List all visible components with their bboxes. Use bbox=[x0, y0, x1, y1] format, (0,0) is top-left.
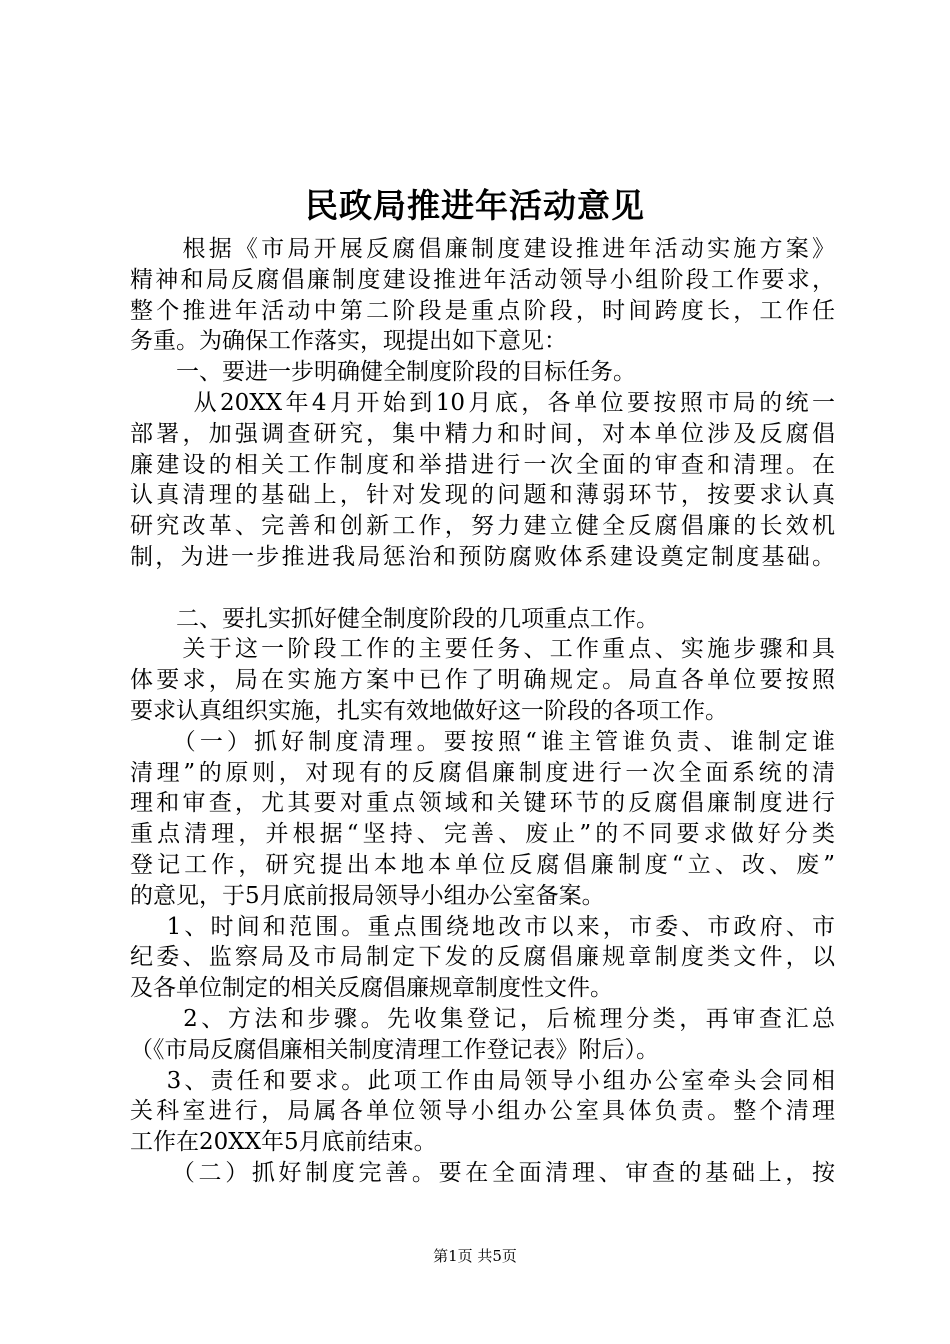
body-line: 体要求，局在实施方案中已作了明确规定。局直各单位要按照 bbox=[130, 667, 835, 694]
body-line: 2、方法和步骤。先收集登记，后梳理分类，再审查汇总 bbox=[130, 1005, 835, 1032]
body-line: 3、责任和要求。此项工作由局领导小组办公室牵头会同相 bbox=[130, 1067, 835, 1094]
body-line: 关于这一阶段工作的主要任务、工作重点、实施步骤和具 bbox=[130, 636, 835, 663]
body-line: 从20XX年4月开始到10月底，各单位要按照市局的统一 bbox=[130, 389, 835, 416]
body-line: 精神和局反腐倡廉制度建设推进年活动领导小组阶段工作要求， bbox=[130, 266, 835, 293]
body-line: 1、时间和范围。重点围绕地改市以来，市委、市政府、市 bbox=[130, 913, 835, 940]
body-line: 部署，加强调查研究，集中精力和时间，对本单位涉及反腐倡 bbox=[130, 420, 835, 447]
body-line: 的意见，于5月底前报局领导小组办公室备案。 bbox=[130, 882, 605, 909]
blank-line bbox=[130, 573, 835, 604]
section-heading-1: 一、要进一步明确健全制度阶段的目标任务。 bbox=[130, 359, 636, 386]
body-line: 根据《市局开展反腐倡廉制度建设推进年活动实施方案》 bbox=[130, 236, 835, 262]
body-line: 整个推进年活动中第二阶段是重点阶段，时间跨度长，工作任 bbox=[130, 297, 835, 324]
document-title: 民政局推进年活动意见 bbox=[305, 186, 645, 225]
body-line: 制，为进一步推进我局惩治和预防腐败体系建设奠定制度基础。 bbox=[130, 543, 835, 570]
section-heading-2: 二、要扎实抓好健全制度阶段的几项重点工作。 bbox=[130, 605, 659, 632]
body-line: 重点清理，并根据“坚持、完善、废止”的不同要求做好分类 bbox=[130, 821, 835, 848]
body-line: 纪委、监察局及市局制定下发的反腐倡廉规章制度类文件，以 bbox=[130, 944, 835, 971]
body-line: 工作在20XX年5月底前结束。 bbox=[130, 1129, 437, 1156]
document-body bbox=[130, 234, 835, 1189]
body-line: 登记工作，研究提出本地本单位反腐倡廉制度“立、改、废” bbox=[130, 851, 835, 878]
body-line: 关科室进行，局属各单位领导小组办公室具体负责。整个清理 bbox=[130, 1098, 835, 1125]
body-line: 及各单位制定的相关反腐倡廉规章制度性文件。 bbox=[130, 975, 613, 1002]
body-line: （二）抓好制度完善。要在全面清理、审查的基础上，按 bbox=[130, 1159, 835, 1186]
body-line: 清理”的原则，对现有的反腐倡廉制度进行一次全面系统的清 bbox=[130, 759, 835, 786]
body-line: 务重。为确保工作落实，现提出如下意见： bbox=[130, 328, 567, 355]
body-line: 认真清理的基础上，针对发现的问题和薄弱环节，按要求认真 bbox=[130, 482, 835, 509]
body-line: （《市局反腐倡廉相关制度清理工作登记表》附后）。 bbox=[130, 1036, 659, 1063]
body-line: 理和审查，尤其要对重点领域和关键环节的反腐倡廉制度进行 bbox=[130, 790, 835, 817]
page-footer: 第1页 共5页 bbox=[433, 1247, 517, 1265]
body-line: 要求认真组织实施，扎实有效地做好这一阶段的各项工作。 bbox=[130, 697, 728, 724]
body-line: （一）抓好制度清理。要按照“谁主管谁负责、谁制定谁 bbox=[130, 728, 835, 755]
body-line: 研究改革、完善和创新工作，努力建立健全反腐倡廉的长效机 bbox=[130, 513, 835, 540]
body-line: 廉建设的相关工作制度和举措进行一次全面的审查和清理。在 bbox=[130, 451, 835, 478]
